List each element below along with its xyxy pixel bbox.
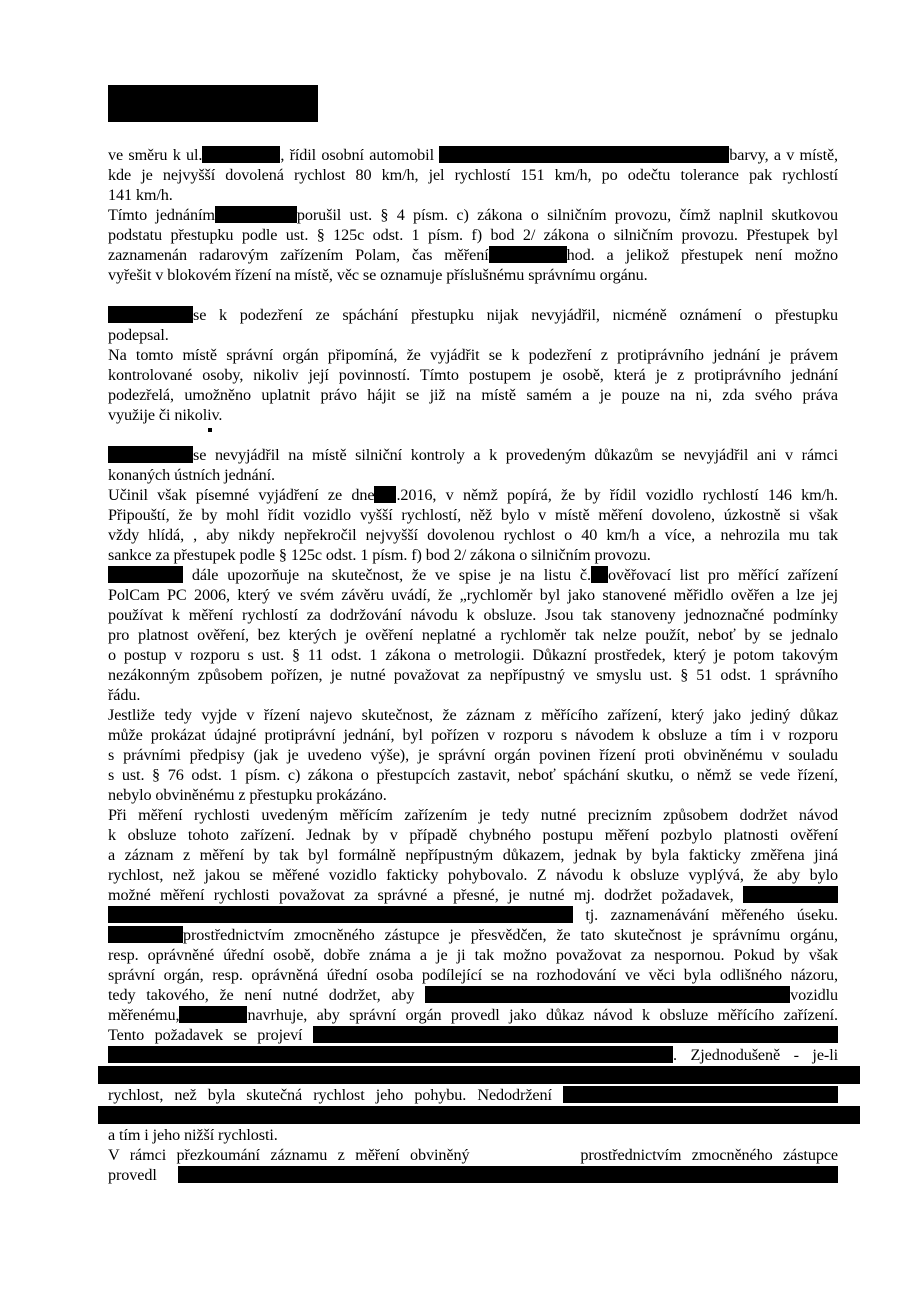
text-run: se nevyjádřil na místě silniční kontroly a k provedeným důkazům se nevyjádřil ani v rámci (193, 446, 838, 464)
text-run: s právními předpisy (jak je uvedeno výše), je správní orgán povinen řízení proti obviněnému v souladu (108, 746, 838, 764)
text-line (108, 245, 838, 265)
text-line (108, 1025, 838, 1045)
text-line (108, 1125, 838, 1145)
text-run: Tento požadavek se projeví (108, 1026, 313, 1044)
redaction-bar (425, 986, 790, 1003)
text-run: nebylo obviněnému z přestupku prokázáno. (108, 786, 387, 804)
text-line (108, 265, 838, 285)
text-run: barvy, a v místě, (729, 146, 839, 164)
text-line (108, 885, 838, 905)
whitespace-gap (480, 1159, 570, 1160)
text-run: tj. zaznamenávání měřeného úseku. (573, 906, 838, 924)
text-line (108, 1005, 838, 1025)
text-run: vždy hlídá, , aby nikdy nepřekročil nejvyšší dovolenou rychlost o 40 km/h a více, a nehrozila mu tak (108, 526, 838, 544)
text-run: Tímto jednáním (108, 206, 215, 224)
text-run: pro platnost ověření, bez kterých je ověření neplatné a rychloměr tak nelze použít, neboť by se jednalo (108, 626, 838, 644)
text-line (108, 1145, 838, 1165)
text-line (108, 905, 838, 925)
text-line (108, 645, 838, 665)
text-line (108, 565, 838, 585)
text-run: správní orgán, resp. oprávněná úřední osoba podílející se na rozhodování ve věci byla odlišného názoru, (108, 966, 838, 984)
redaction-bar (178, 1166, 838, 1183)
redaction-bar (202, 146, 280, 163)
redaction-bar (108, 906, 573, 923)
text-run: ve směru k ul. (108, 146, 203, 164)
text-run: ověřovací list pro měřící zařízení (607, 566, 838, 584)
text-run: tedy takového, že není nutné dodržet, aby (108, 986, 426, 1004)
text-run: sankce za přestupek podle § 125c odst. 1 písm. f) bod 2/ zákona o silničním provozu. (108, 546, 651, 564)
text-run: Při měření rychlosti uvedeným měřícím zařízením je tedy nutné precizním způsobem dodržet návod (108, 806, 838, 824)
text-run: Učinil však písemné vyjádření ze dne (108, 486, 375, 504)
text-line (108, 1165, 838, 1185)
text-line (108, 225, 838, 245)
text-line (108, 145, 838, 165)
text-run: k obsluze tohoto zařízení. Jednak by v případě chybného postupu měření pozbylo platnosti ověření (108, 826, 838, 844)
text-run: používat k měření rychlostí za dodržování návodu k obsluze. Jsou tak stanoveny jednoznačné podmínky (108, 606, 838, 624)
redaction-bar (439, 146, 729, 163)
text-run: vyřešit v blokovém řízení na místě, věc se oznamuje příslušnému správnímu orgánu. (108, 266, 648, 284)
text-line (108, 765, 838, 785)
text-run: porušil ust. § 4 písm. c) zákona o silničním provozu, čímž naplnil skutkovou (296, 206, 838, 224)
text-line (108, 925, 838, 945)
redaction-bar (563, 1086, 838, 1103)
redaction-bar (215, 206, 297, 223)
text-line (108, 725, 838, 745)
text-line (108, 605, 838, 625)
text-line (108, 585, 838, 605)
redaction-bar (108, 1046, 673, 1063)
text-line (108, 325, 838, 345)
redaction-bar (179, 1006, 247, 1023)
text-line (108, 665, 838, 685)
bullet-dot (208, 428, 212, 432)
redaction-bar (374, 486, 396, 503)
text-line (108, 625, 838, 645)
text-run: Na tomto místě správní orgán připomíná, že vyjádřit se k podezření z protiprávního jednání je právem (108, 346, 838, 364)
text-line (108, 385, 838, 405)
redaction-block (108, 85, 318, 122)
full-width-redaction (98, 1066, 860, 1084)
text-run: navrhuje, aby správní orgán provedl jako důkaz návod k obsluze měřícího zařízení. (247, 1006, 838, 1024)
document-content (108, 85, 838, 1185)
text-line (108, 445, 838, 465)
text-run: rychlost, než byla skutečná rychlost jeho pohybu. Nedodržení (108, 1086, 563, 1104)
text-line (108, 365, 838, 385)
text-run: a tím i jeho nižší rychlosti. (108, 1126, 278, 1144)
text-run: , řídil osobní automobil (280, 146, 440, 164)
text-run: podepsal. (108, 326, 169, 344)
text-run: možné měření rychlosti považovat za správné a přesné, je nutné mj. dodržet požadavek, (108, 886, 743, 904)
text-run: .2016, v němž popírá, že by řídil vozidlo rychlostí 146 km/h. (396, 486, 838, 504)
text-run: vozidlu (790, 986, 838, 1004)
text-run: prostřednictvím zmocněného zástupce je přesvědčen, že tato skutečnost je správnímu orgánu, (183, 926, 838, 944)
text-run: 141 km/h. (108, 186, 173, 204)
text-run: konaných ústních jednání. (108, 466, 275, 484)
text-line (108, 345, 838, 365)
full-width-redaction (98, 1106, 860, 1124)
text-line (108, 825, 838, 845)
text-run: řádu. (108, 686, 141, 704)
text-run: dále upozorňuje na skutečnost, že ve spise je na listu č. (183, 566, 591, 584)
text-run: může prokázat údajné protiprávní jednání, byl pořízen v rozporu s návodem k obsluze a tím i v rozporu (108, 726, 838, 744)
text-run: V rámci přezkoumání záznamu z měření obviněný (108, 1146, 480, 1164)
redaction-bar (591, 566, 608, 583)
text-line (108, 705, 838, 725)
text-line (108, 865, 838, 885)
text-line (108, 525, 838, 545)
text-line (108, 545, 838, 565)
text-run: Jestliže tedy vyjde v řízení najevo skutečnost, že záznam z měřícího zařízení, který jako jediný důkaz (108, 706, 838, 724)
text-line (108, 685, 838, 705)
bullet-line (108, 425, 838, 445)
text-line (108, 1085, 838, 1105)
text-run: hod. a jelikož přestupek není možno (566, 246, 838, 264)
text-line (108, 305, 838, 325)
text-line (108, 805, 838, 825)
text-run: resp. oprávněné úřední osobě, dobře známa a je ji tak možno považovat za nespornou. Pokud by však (108, 946, 838, 964)
text-run: s ust. § 76 odst. 1 písm. c) zákona o přestupcích zastavit, neboť spáchání skutku, o němž se vede řízení, (108, 766, 838, 784)
text-line (108, 945, 838, 965)
text-line (108, 845, 838, 865)
text-run: podstatu přestupku podle ust. § 125c odst. 1 písm. f) bod 2/ zákona o silničním provozu. Přestupek byl (108, 226, 838, 244)
blank-line (108, 285, 838, 305)
text-run: nezákonným způsobem pořízen, je nutné považovat za nepřípustný ve smyslu ust. § 51 odst. 1 správního (108, 666, 838, 684)
text-line (108, 185, 838, 205)
text-run: o postup v rozporu s ust. § 11 odst. 1 zákona o metrologii. Důkazní prostředek, který je potom takovým (108, 646, 838, 664)
text-run: . Zjednodušeně - je-li (673, 1046, 838, 1064)
text-line (108, 505, 838, 525)
redaction-bar (108, 926, 183, 943)
text-run: provedl (108, 1166, 178, 1184)
redaction-bar (743, 886, 838, 903)
text-run: se k podezření ze spáchání přestupku nijak nevyjádřil, nicméně oznámení o přestupku (193, 306, 838, 324)
text-run: využije či nikoliv. (108, 406, 223, 424)
redaction-bar (489, 246, 567, 263)
text-run: PolCam PC 2006, který ve svém závěru uvádí, že „rychloměr byl jako stanovené měřidlo ověřen a lze jej (108, 586, 838, 604)
text-run: měřenému, (108, 1006, 180, 1024)
redaction-bar (108, 566, 183, 583)
text-run: zaznamenán radarovým zařízením Polam, čas měření (108, 246, 489, 264)
text-run: kontrolované osoby, nikoliv její povinností. Tímto postupem je osobě, která je z protiprávního jednání (108, 366, 838, 384)
text-run: podezřelá, umožněno uplatnit právo hájit se již na místě samém a je pouze na ni, zda svého práva (108, 386, 838, 404)
text-line (108, 745, 838, 765)
redaction-bar (108, 446, 193, 463)
redaction-bar (313, 1026, 838, 1043)
text-run: a záznam z měření by tak byl formálně nepřípustným důkazem, jednak by byla fakticky změřena jiná (108, 846, 838, 864)
text-run: rychlost, než jakou se měřené vozidlo fakticky pohybovalo. Z návodu k obsluze vyplývá, že aby bylo (108, 866, 838, 884)
text-line (108, 1045, 838, 1065)
text-run: kde je nejvyšší dovolená rychlost 80 km/h, jel rychlostí 151 km/h, po odečtu tolerance pak rychlostí (108, 166, 838, 184)
text-line (108, 165, 838, 185)
text-line (108, 485, 838, 505)
text-line (108, 965, 838, 985)
text-run: prostřednictvím zmocněného zástupce (569, 1146, 838, 1164)
text-line (108, 205, 838, 225)
text-line (108, 785, 838, 805)
text-line (108, 985, 838, 1005)
text-line (108, 465, 838, 485)
text-run: Připouští, že by mohl řídit vozidlo vyšší rychlostí, něž bylo v místě měření dovoleno, úzkostně si však (108, 506, 838, 524)
redaction-bar (108, 306, 193, 323)
text-line (108, 405, 838, 425)
